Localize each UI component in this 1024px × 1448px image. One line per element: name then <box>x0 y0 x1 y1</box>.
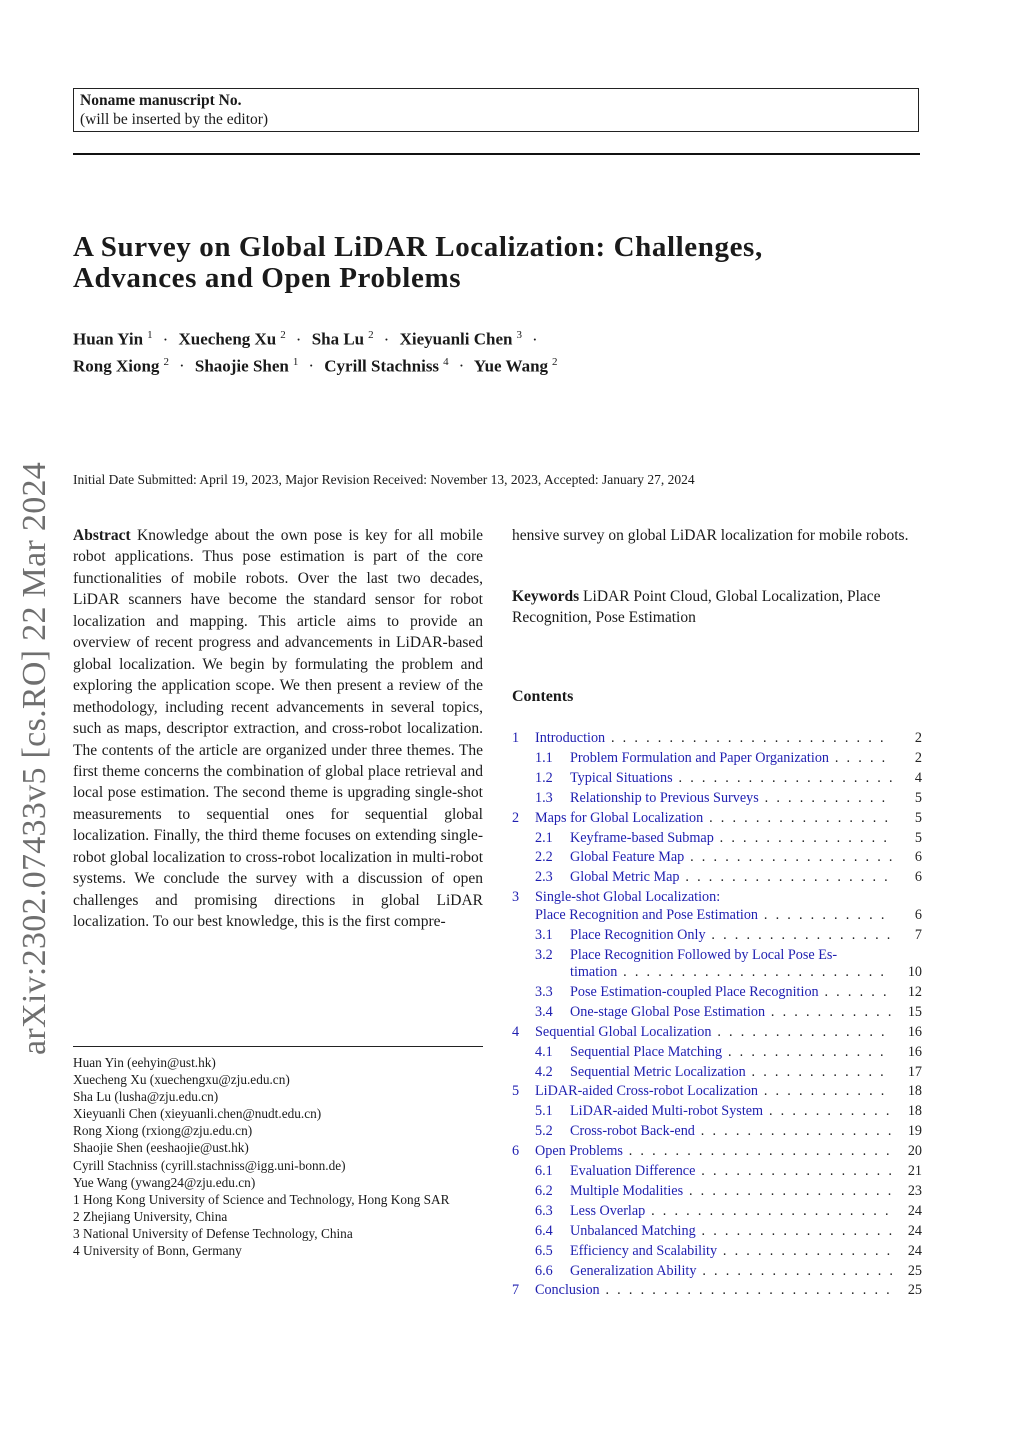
author-affiliation: 4 <box>443 355 449 368</box>
toc-number: 2.1 <box>535 829 553 846</box>
toc-page: 20 <box>907 1143 922 1160</box>
author-name: Xieyuanli Chen <box>399 329 513 349</box>
toc-number: 3.4 <box>535 1003 553 1020</box>
author-email: Sha Lu (lusha@zju.edu.cn) <box>73 1089 219 1105</box>
toc-entry[interactable] <box>512 1042 922 1062</box>
toc-label[interactable]: Pose Estimation-coupled Place Recognition . . . <box>570 982 892 1002</box>
author-line-1: Huan Yin $^1$ · Xuecheng Xu $^2$ · Sha Lu $^2$ · Xieyuanli Chen $^3$ · <box>73 329 538 349</box>
submission-dates: Initial Date Submitted: April 19, 2023, Major Revision Received: November 13, 2023, Accepted: January 27, 2024 <box>73 472 695 487</box>
toc-page: 24 <box>907 1242 922 1259</box>
paper-title <box>73 232 933 294</box>
toc-entry[interactable] <box>512 1261 922 1281</box>
toc-label[interactable]: Keyframe-based Submap . . . <box>570 828 892 848</box>
toc-page: 25 <box>907 1282 922 1299</box>
toc-entry[interactable] <box>512 1081 922 1101</box>
toc-entry[interactable] <box>512 1002 922 1022</box>
toc-number: 6.4 <box>535 1222 553 1239</box>
toc-label[interactable]: Sequential Place Matching . . . <box>570 1042 892 1062</box>
toc-number: 3.3 <box>535 983 553 1000</box>
toc-entry[interactable] <box>512 768 922 788</box>
author-email: Cyrill Stachniss (cyrill.stachniss@igg.uni-bonn.de) <box>73 1157 346 1173</box>
author-affiliation: 2 <box>368 329 374 341</box>
toc-entry[interactable] <box>512 748 922 768</box>
toc-number: 6.5 <box>535 1242 553 1259</box>
author-affiliation: 3 <box>516 329 522 341</box>
author-name: Sha Lu <box>311 329 365 349</box>
toc-page: 25 <box>907 1262 922 1279</box>
toc-number: 6.6 <box>535 1262 553 1279</box>
affiliation: 1 Hong Kong University of Science and Technology, Hong Kong SAR <box>73 1191 450 1207</box>
abstract-continuation: hensive survey on global LiDAR localization for mobile robots. <box>512 527 909 544</box>
header-rule <box>73 153 920 155</box>
toc-entry[interactable] <box>512 1201 922 1221</box>
toc-number: 3.2 <box>535 946 553 963</box>
toc-label[interactable]: Sequential Global Localization . . . <box>535 1022 892 1042</box>
toc-label[interactable]: One-stage Global Pose Estimation . . . <box>570 1002 892 1022</box>
toc-number: 4.2 <box>535 1063 553 1080</box>
toc-label[interactable]: Sequential Metric Localization . . . <box>570 1062 892 1082</box>
toc-label[interactable]: Cross-robot Back-end . . . <box>570 1121 892 1141</box>
toc-label[interactable]: LiDAR-aided Multi-robot System . . . <box>570 1101 892 1121</box>
author-affiliation: 2 <box>280 329 286 341</box>
toc-page: 6 <box>914 869 922 886</box>
toc-label[interactable]: Less Overlap . . . <box>570 1201 892 1221</box>
toc-number: 1.2 <box>535 769 553 786</box>
toc-label[interactable]: Relationship to Previous Surveys . . . <box>570 788 892 808</box>
toc-page: 24 <box>907 1202 922 1219</box>
toc-page: 5 <box>914 789 922 806</box>
toc-label[interactable]: Multiple Modalities . . . <box>570 1181 892 1201</box>
toc-page: 2 <box>914 730 922 746</box>
toc-page: 6 <box>914 849 922 866</box>
author-email: Xuecheng Xu (xuechengxu@zju.edu.cn) <box>73 1072 290 1088</box>
toc-label[interactable]: Place Recognition Only . . . <box>570 925 892 945</box>
toc-label[interactable]: Global Metric Map . . . <box>570 867 892 887</box>
toc-entry[interactable] <box>512 847 922 867</box>
abstract-heading: Abstract <box>73 527 131 544</box>
toc-number: 2.3 <box>535 869 553 886</box>
toc-entry[interactable] <box>512 1141 922 1161</box>
abstract-text: Knowledge about the own pose is key for all mobile robot applications. Thus pose estimation is part of the core functionalities of mobile robots. Over the last two decades, LiDAR scanners have become the standard sensor for robot localization and mapping. This article aims to provide an overview of recent progress and advancements in LiDAR-based global localization. We begin by formulating the problem and exploring the application scope. We then present a review of the methodology, including recent advancements in several topics, such as maps, descriptor extraction, and cross-robot localization. The contents of the article are organized under three themes. The first theme concerns the combination of global place retrieval and local pose estimation. The second theme is upgrading single-shot measurements to sequential ones for sequential global localization. Finally, the third theme focuses on extending single-robot global localization to cross-robot localization in multi-robot systems. We conclude the survey with a discussion of open challenges and promising directions in global LiDAR localization. To our best knowledge, this is the first compre- <box>73 527 484 931</box>
arxiv-watermark: arXiv:2302.07433v5 [cs.RO] 22 Mar 2024 <box>16 461 53 1055</box>
affiliation: 2 Zhejiang University, China <box>73 1208 228 1224</box>
toc-entry[interactable] <box>512 808 922 828</box>
toc-entry[interactable] <box>512 728 922 748</box>
toc-label[interactable]: Generalization Ability . . . <box>570 1261 892 1281</box>
toc-label[interactable]: Place Recognition and Pose Estimation . . . <box>535 905 892 925</box>
toc-entry[interactable] <box>512 1181 922 1201</box>
manuscript-note: (will be inserted by the editor) <box>80 111 269 128</box>
toc-page: 5 <box>914 829 922 846</box>
toc-number: 6.1 <box>535 1163 553 1179</box>
toc-label[interactable]: Single-shot Global Localization: <box>535 889 721 906</box>
author-line-2: Rong Xiong $^2$ · Shaojie Shen $^1$ · Cyrill Stachniss $^4$ · Yue Wang $^2$ <box>73 355 558 376</box>
toc-entry[interactable] <box>512 1101 922 1121</box>
toc-entry[interactable] <box>512 1221 922 1241</box>
footnotes <box>73 1054 483 1259</box>
toc-entry[interactable] <box>512 867 922 887</box>
keywords-heading: Keywords <box>512 588 580 605</box>
toc-number: 2.2 <box>535 849 553 866</box>
author-name: Yue Wang <box>473 356 549 376</box>
toc-number: 6 <box>512 1143 520 1160</box>
toc-entry[interactable] <box>512 962 922 982</box>
toc-number: 1.1 <box>535 749 553 766</box>
keywords <box>512 586 922 629</box>
toc-entry[interactable] <box>512 788 922 808</box>
toc-number: 1 <box>512 730 520 746</box>
toc-entry[interactable] <box>512 925 922 945</box>
toc-number: 2 <box>512 809 520 826</box>
toc-page: 19 <box>907 1123 922 1140</box>
toc-page: 18 <box>907 1083 922 1100</box>
toc-label[interactable]: LiDAR-aided Cross-robot Localization . . . <box>535 1081 892 1101</box>
toc-entry[interactable] <box>512 1280 922 1300</box>
toc-label[interactable]: Efficiency and Scalability . . . <box>570 1241 892 1261</box>
toc-page: 7 <box>914 926 922 943</box>
toc-page: 16 <box>907 1043 922 1060</box>
toc-page: 16 <box>907 1023 922 1040</box>
author-name: Rong Xiong <box>73 356 160 376</box>
affiliation: 3 National University of Defense Technology, China <box>73 1225 353 1241</box>
author-name: Shaojie Shen <box>194 356 289 376</box>
toc-entry[interactable] <box>512 828 922 848</box>
paper-title-line2: Advances and Open Problems <box>73 262 462 294</box>
author-list <box>73 324 933 377</box>
toc-label[interactable]: Evaluation Difference . . . <box>570 1161 892 1181</box>
toc-label[interactable]: Unbalanced Matching . . . <box>570 1221 892 1241</box>
author-name: Xuecheng Xu <box>178 329 277 349</box>
toc-number: 3 <box>512 889 520 906</box>
toc-entry[interactable] <box>512 1241 922 1261</box>
abstract <box>73 525 483 933</box>
toc-number: 3.1 <box>535 926 553 943</box>
toc-label[interactable]: Typical Situations . . . <box>570 768 892 788</box>
toc-page: 4 <box>914 769 922 786</box>
toc-page: 24 <box>907 1222 922 1239</box>
contents-heading: Contents <box>512 688 574 705</box>
toc-page: 23 <box>907 1182 922 1199</box>
author-email: Yue Wang (ywang24@zju.edu.cn) <box>73 1174 256 1190</box>
toc-label[interactable]: Problem Formulation and Paper Organization . . . <box>570 748 892 768</box>
toc-number: 4 <box>512 1023 520 1040</box>
toc-number: 1.3 <box>535 789 553 806</box>
toc-entry[interactable] <box>512 905 922 925</box>
toc-page: 6 <box>914 906 922 923</box>
footnote-rule <box>73 1046 483 1047</box>
toc-page: 17 <box>907 1063 922 1080</box>
paper-title-line1: A Survey on Global LiDAR Localization: Challenges, <box>73 231 763 263</box>
toc-page: 18 <box>907 1103 922 1120</box>
toc-label[interactable]: Place Recognition Followed by Local Pose Es- <box>570 946 838 963</box>
toc-number: 5.2 <box>535 1123 553 1140</box>
toc-page: 12 <box>907 983 922 1000</box>
manuscript-title: Noname manuscript No. <box>80 92 242 109</box>
author-affiliation: 1 <box>292 355 299 368</box>
toc-number: 4.1 <box>535 1043 553 1060</box>
toc-label[interactable]: Introduction . . . <box>535 728 892 748</box>
toc-entry[interactable] <box>512 982 922 1002</box>
toc-entry[interactable] <box>512 1062 922 1082</box>
toc-entry[interactable] <box>512 1022 922 1042</box>
author-name: Cyrill Stachniss <box>324 356 440 376</box>
author-email: Huan Yin (eehyin@ust.hk) <box>73 1055 216 1070</box>
toc-page: 5 <box>914 809 922 826</box>
toc-page: 15 <box>907 1003 922 1020</box>
toc-label[interactable]: Maps for Global Localization . . . <box>535 808 892 828</box>
keywords-text: LiDAR Point Cloud, Global Localization, Place Recognition, Pose Estimation <box>512 588 881 627</box>
author-affiliation: 1 <box>147 329 153 341</box>
toc-number: 5.1 <box>535 1103 553 1120</box>
affiliation: 4 University of Bonn, Germany <box>73 1243 242 1259</box>
toc-page: 2 <box>914 749 922 766</box>
toc-label[interactable]: Global Feature Map . . . <box>570 847 892 867</box>
author-name: Huan Yin <box>73 329 144 349</box>
toc-label[interactable]: timation . . . <box>570 962 892 982</box>
toc-label[interactable]: Open Problems . . . <box>535 1141 892 1161</box>
toc-page: 10 <box>907 964 922 980</box>
author-affiliation: 2 <box>552 355 558 368</box>
toc-entry[interactable] <box>512 1161 922 1181</box>
toc-page: 21 <box>907 1163 922 1179</box>
author-email: Shaojie Shen (eeshaojie@ust.hk) <box>73 1140 249 1156</box>
manuscript-box <box>73 88 919 132</box>
toc-number: 7 <box>512 1282 520 1299</box>
toc-number: 5 <box>512 1083 520 1100</box>
toc-entry[interactable] <box>512 1121 922 1141</box>
author-email: Xieyuanli Chen (xieyuanli.chen@nudt.edu.cn) <box>73 1106 322 1122</box>
author-affiliation: 2 <box>163 355 169 368</box>
toc-number: 6.3 <box>535 1202 553 1219</box>
author-email: Rong Xiong (rxiong@zju.edu.cn) <box>73 1123 253 1139</box>
toc-label[interactable]: Conclusion . . . <box>535 1280 892 1300</box>
toc-number: 6.2 <box>535 1182 553 1199</box>
